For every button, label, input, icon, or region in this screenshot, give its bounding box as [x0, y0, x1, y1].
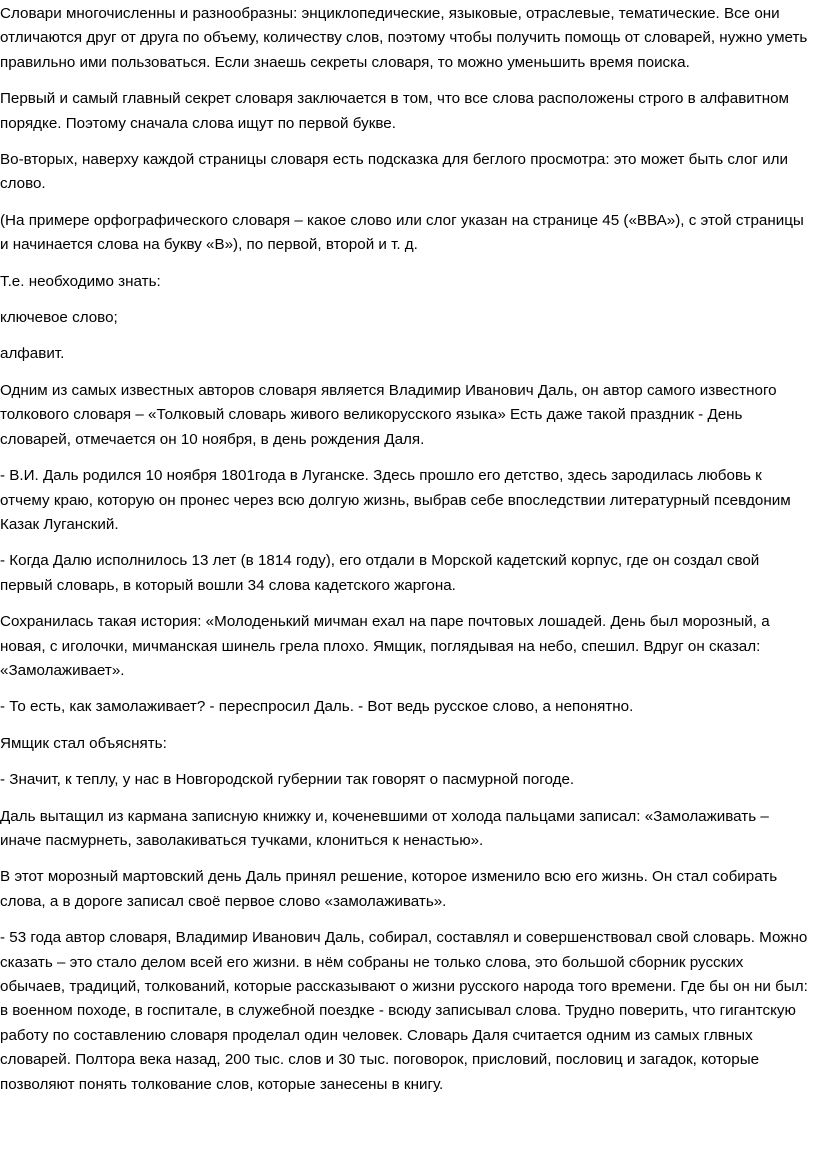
paragraph-dal-birth: - В.И. Даль родился 10 ноября 1801года в Луганске. Здесь прошло его детство, здесь зародилась любовь к отчему краю, которую он пронес через всю долгую жизнь, выбрав себе впоследствии литературный псевдоним Казак Луганский.	[0, 467, 791, 533]
paragraph-second-secret: Во-вторых, наверху каждой страницы словаря есть подсказка для беглого просмотра: это может быть слог или слово.	[0, 151, 788, 193]
paragraph-dal-author: Одним из самых известных авторов словаря является Владимир Иванович Даль, он автор самого известного толкового словаря – «Толковый словарь живого великорусского языка» Есть даже такой праздник - День словарей, отмечается он 10 ноября, в день рождения Даля.	[0, 381, 777, 448]
paragraph-intro: Словари многочисленны и разнообразны: энциклопедические, языковые, отраслевые, тематические. Все они отличаются друг от друга по объему, количеству слов, поэтому чтобы получить помощь от словарей, нужно уметь правильно ими пользоваться. Если знаешь секреты словаря, то можно уменьшить время поиска.	[0, 5, 808, 71]
paragraph-story: Сохранилась такая история: «Молоденький мичман ехал на паре почтовых лошадей. День был морозный, а новая, с иголочки, мичманская шинель грела плохо. Ямщик, поглядывая на небо, спешил. Вдруг он сказал: «Замолаживает».	[0, 613, 770, 679]
paragraph-decision: В этот морозный мартовский день Даль принял решение, которое изменило всю его жизнь. Он стал собирать слова, а в дороге записал своё первое слово «замолаживать».	[0, 868, 778, 910]
paragraph-life-work: - 53 года автор словаря, Владимир Иванович Даль, собирал, составлял и совершенствовал свой словарь. Можно сказать – это стало делом всей его жизни. в нём собраны не только слова, это большой сборник русских обычаев, традиций, толкований, которые рассказывают о жизни русского народа того времени. Где бы он ни был: в военном походе, в госпитале, в служебной поездке - всюду записывал слова. Трудно поверить, что гигантскую работу по составлению словаря проделал один человек. Словарь Даля считается одним из самых глвных словарей. Полтора века назад, 200 тыс. слов и 30 тыс. поговорок, присловий, пословиц и загадок, которые позволяют понять толкование слов, которые занесены в книгу.	[0, 929, 808, 1093]
paragraph-dal-question: - То есть, как замолаживает? - переспросил Даль. - Вот ведь русское слово, а непонятно.	[0, 698, 634, 716]
paragraph-example: (На примере орфографического словаря – какое слово или слог указан на странице 45 («ВВА»), с этой страницы и начинается слова на букву «В»), по первой, второй и т. д.	[0, 211, 804, 254]
paragraph-alphabet: алфавит.	[0, 345, 65, 363]
paragraph-need-to-know: Т.е. необходимо знать:	[0, 272, 161, 290]
paragraph-coachman-explains: Ямщик стал объяснять:	[0, 734, 167, 752]
paragraph-first-secret: Первый и самый главный секрет словаря заключается в том, что все слова расположены строго в алфавитном порядке. Поэтому сначала слова ищут по первой букве.	[0, 90, 789, 132]
paragraph-keyword: ключевое слово;	[0, 309, 118, 327]
paragraph-dal-cadet: - Когда Далю исполнилось 13 лет (в 1814 году), его отдали в Морской кадетский корпус, где он создал свой первый словарь, в который вошли 34 слова кадетского жаргона.	[0, 552, 760, 594]
paragraph-weather: - Значит, к теплу, у нас в Новгородской губернии так говорят о пасмурной погоде.	[0, 771, 575, 789]
paragraph-notebook: Даль вытащил из кармана записную книжку и, коченевшими от холода пальцами записал: «Замолаживать – иначе пасмурнеть, заволакиваться тучками, клониться к ненастью».	[0, 807, 769, 849]
